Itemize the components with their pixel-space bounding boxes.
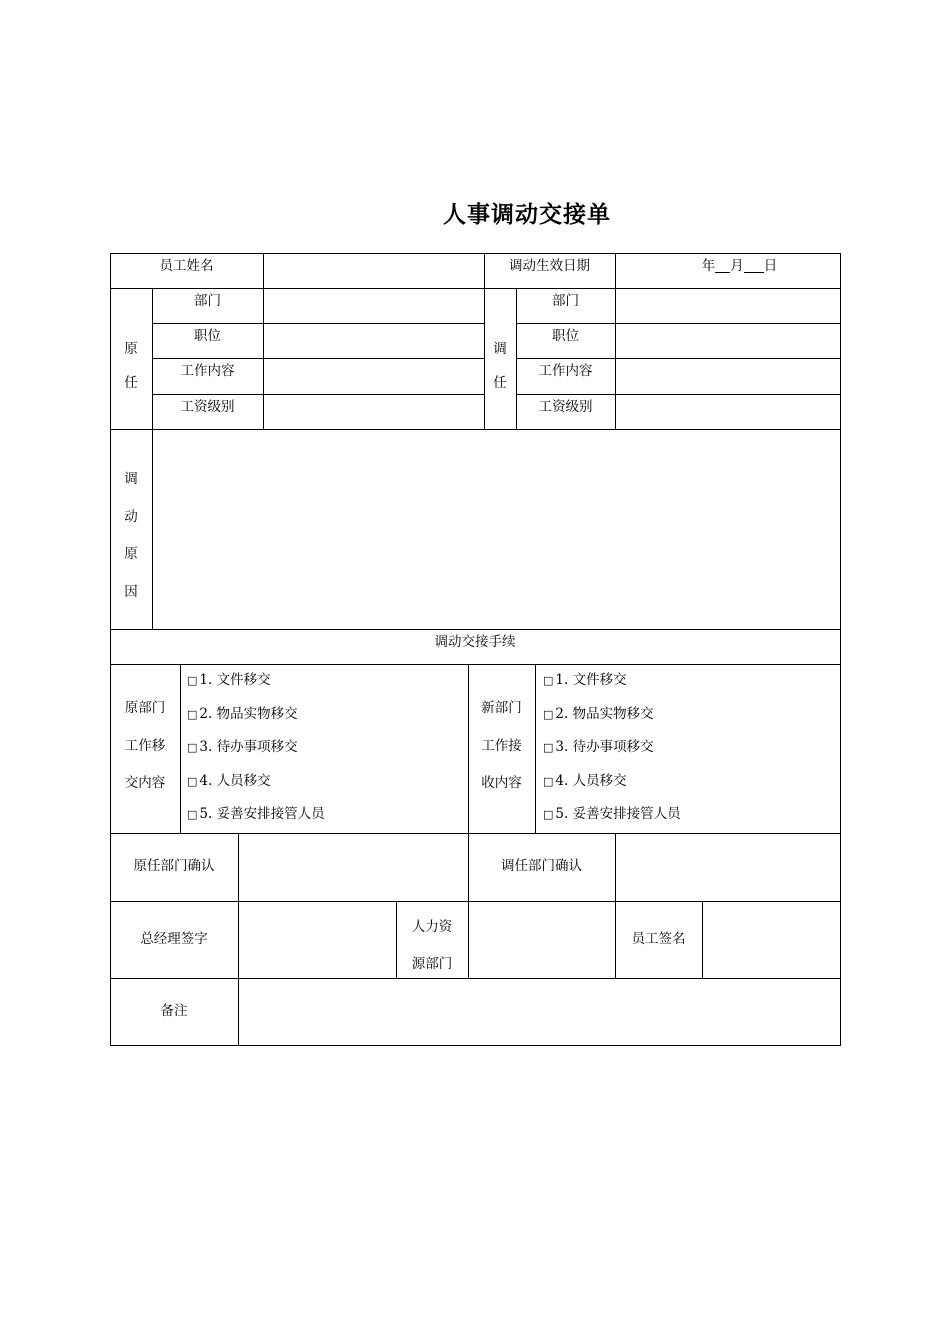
original-handover-checklist xyxy=(180,664,468,833)
original-duties-field[interactable] xyxy=(263,358,484,394)
checklist-item-label: 1. 文件移交 xyxy=(555,672,627,688)
original-dept-field[interactable] xyxy=(263,288,484,323)
hr-label-line: 源部门 xyxy=(411,956,453,972)
employee-signature-label: 员工签名 xyxy=(631,930,686,947)
checklist-item[interactable] xyxy=(543,798,840,832)
checklist-item[interactable] xyxy=(187,698,468,732)
remarks-field[interactable] xyxy=(238,978,840,1045)
original-duties-label: 工作内容 xyxy=(180,363,235,379)
handover-label-line: 工作移 xyxy=(124,737,166,754)
handover-label-line: 原部门 xyxy=(124,700,166,716)
checklist-item-label: 2. 物品实物移交 xyxy=(199,705,298,722)
reason-char: 动 xyxy=(124,508,138,525)
original-dept-handover-label xyxy=(110,664,180,833)
hr-dept-signature-field[interactable] xyxy=(468,901,615,978)
transfer-char: 调 xyxy=(493,341,507,357)
transfer-title-label: 职位 xyxy=(552,328,579,344)
employee-signature-field[interactable] xyxy=(702,901,840,978)
effective-date-label: 调动生效日期 xyxy=(509,258,590,274)
date-month-label: 月 xyxy=(730,258,744,274)
reason-char: 原 xyxy=(124,546,138,562)
checklist-item[interactable] xyxy=(543,664,840,698)
handover-label-line: 工作接 xyxy=(481,737,522,754)
form-title: 人事调动交接单 xyxy=(443,201,611,228)
original-char: 任 xyxy=(124,375,138,391)
checklist-item[interactable] xyxy=(543,765,840,799)
transfer-char: 任 xyxy=(493,375,507,391)
handover-label-line: 收内容 xyxy=(481,775,522,791)
gm-signature-label: 总经理签字 xyxy=(140,930,208,947)
new-dept-receipt-label xyxy=(468,664,535,833)
original-title-field[interactable] xyxy=(263,323,484,358)
transfer-title-field[interactable] xyxy=(615,323,840,358)
table-border-right xyxy=(840,253,841,1046)
transfer-duties-label: 工作内容 xyxy=(538,363,593,379)
checklist-item-label: 5. 妥善安排接管人员 xyxy=(555,806,681,823)
checklist-item[interactable] xyxy=(187,664,468,698)
month-blank xyxy=(715,260,730,273)
original-salary-grade-label: 工资级别 xyxy=(180,399,235,415)
employee-name-field[interactable] xyxy=(263,253,484,288)
gm-signature-field[interactable] xyxy=(238,901,396,978)
checklist-item-label: 3. 待办事项移交 xyxy=(555,739,654,756)
original-title-label: 职位 xyxy=(194,328,221,344)
original-dept-label: 部门 xyxy=(194,293,221,309)
checkbox-icon[interactable]: □ xyxy=(187,741,198,755)
checklist-item[interactable] xyxy=(543,698,840,732)
new-handover-checklist xyxy=(535,664,840,833)
transfer-reason-field[interactable] xyxy=(152,429,840,629)
checklist-item-label: 2. 物品实物移交 xyxy=(555,705,654,722)
checklist-item[interactable] xyxy=(543,731,840,765)
handover-label-line: 新部门 xyxy=(481,700,522,716)
checkbox-icon[interactable]: □ xyxy=(187,674,198,687)
table-border-bottom xyxy=(110,1045,841,1046)
hr-label-line: 人力资 xyxy=(411,919,453,935)
handover-label-line: 交内容 xyxy=(124,775,166,791)
transfer-salary-grade-field[interactable] xyxy=(615,394,840,429)
checklist-item[interactable] xyxy=(187,798,468,832)
checklist-item-label: 4. 人员移交 xyxy=(555,772,627,789)
checkbox-icon[interactable]: □ xyxy=(543,674,554,687)
transfer-dept-field[interactable] xyxy=(615,288,840,323)
day-blank xyxy=(744,260,764,273)
reason-char: 调 xyxy=(124,471,138,487)
transfer-reason-label xyxy=(110,429,152,629)
remarks-label: 备注 xyxy=(160,1002,188,1019)
original-dept-confirm-field[interactable] xyxy=(238,833,468,901)
checklist-item-label: 3. 待办事项移交 xyxy=(199,739,298,756)
transfer-position-label xyxy=(484,288,516,429)
checklist-item-label: 5. 妥善安排接管人员 xyxy=(199,806,325,823)
date-day-label: 日 xyxy=(763,258,778,274)
date-year-label: 年 xyxy=(701,258,716,274)
transfer-salary-grade-label: 工资级别 xyxy=(538,399,593,415)
checklist-item-label: 4. 人员移交 xyxy=(199,772,271,789)
reason-char: 因 xyxy=(124,583,138,600)
transfer-form-table xyxy=(110,253,840,1046)
checkbox-icon[interactable]: □ xyxy=(543,707,554,721)
checkbox-icon[interactable]: □ xyxy=(543,808,554,822)
checkbox-icon[interactable]: □ xyxy=(187,707,198,721)
original-salary-grade-field[interactable] xyxy=(263,394,484,429)
transfer-dept-confirm-field[interactable] xyxy=(615,833,840,901)
checkbox-icon[interactable]: □ xyxy=(187,808,198,822)
effective-date-field[interactable] xyxy=(615,253,840,288)
original-position-label xyxy=(110,288,152,429)
transfer-dept-confirm-label: 调任部门确认 xyxy=(501,858,582,875)
checkbox-icon[interactable]: □ xyxy=(543,741,554,755)
hr-dept-label xyxy=(396,901,468,978)
checklist-item[interactable] xyxy=(187,765,468,799)
checklist-item-label: 1. 文件移交 xyxy=(199,672,271,688)
original-dept-confirm-label: 原任部门确认 xyxy=(133,858,215,875)
checkbox-icon[interactable]: □ xyxy=(543,774,554,788)
checkbox-icon[interactable]: □ xyxy=(187,774,198,788)
transfer-dept-label: 部门 xyxy=(552,293,579,309)
original-char: 原 xyxy=(124,341,138,357)
procedures-title: 调动交接手续 xyxy=(434,634,516,650)
employee-name-label: 员工姓名 xyxy=(159,258,214,274)
transfer-duties-field[interactable] xyxy=(615,358,840,394)
checklist-item[interactable] xyxy=(187,731,468,765)
